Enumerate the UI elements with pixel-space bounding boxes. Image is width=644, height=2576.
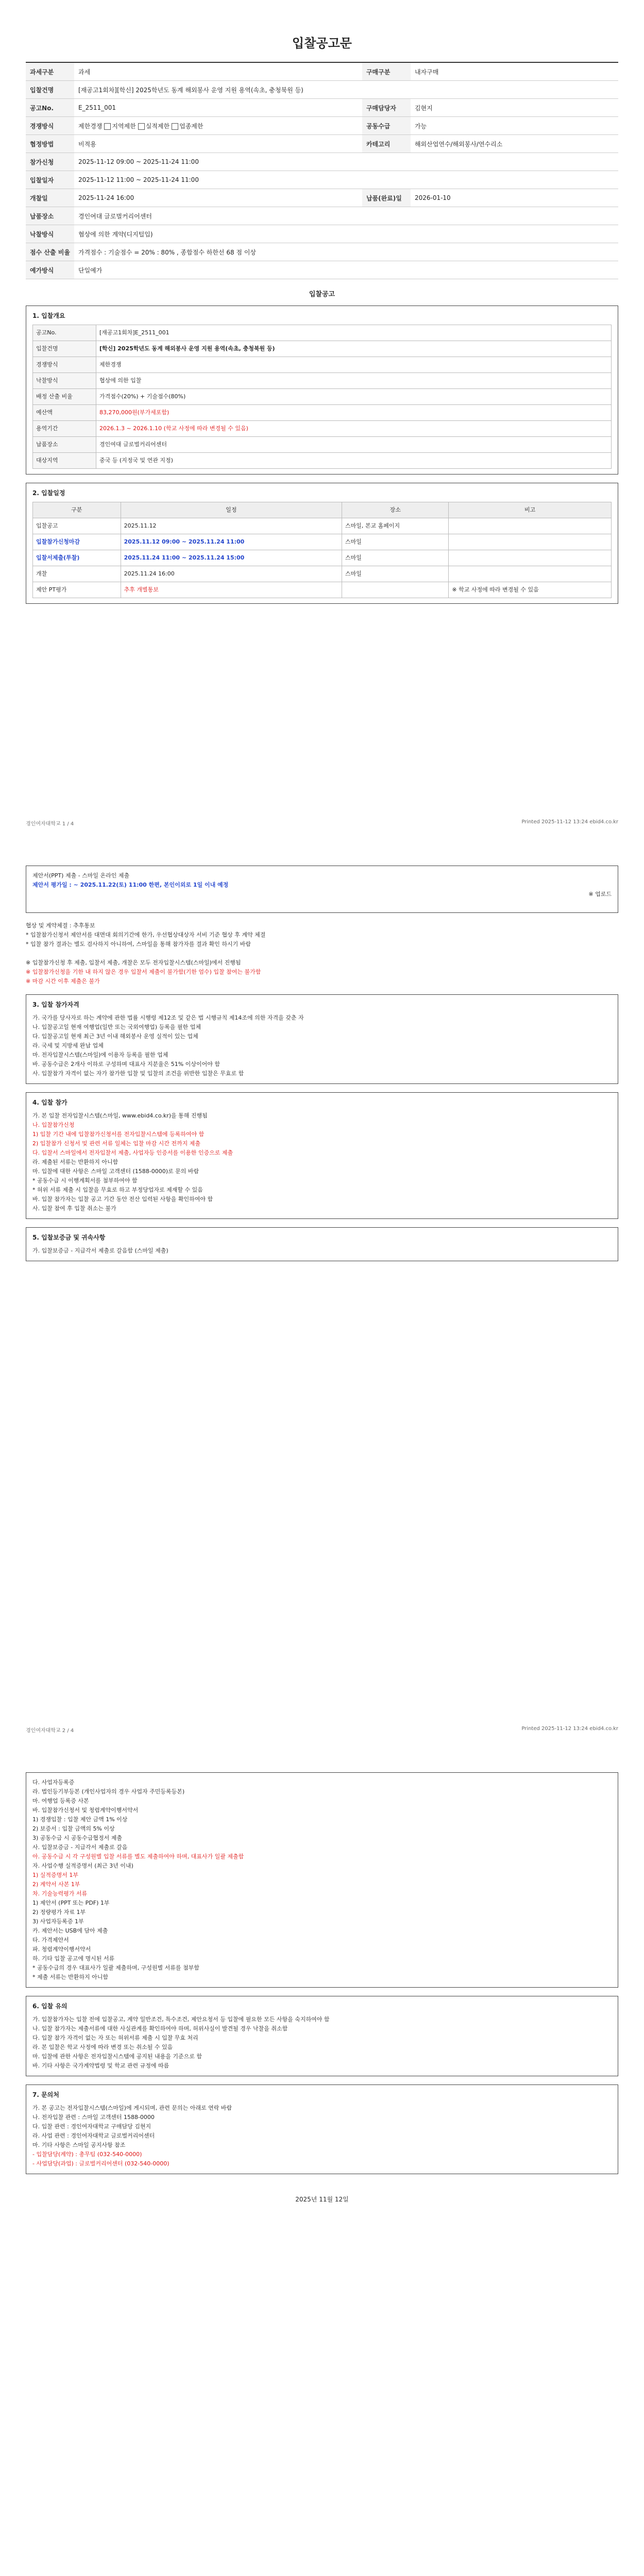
header-row [26,62,618,81]
header-row [26,153,618,171]
row-value: 제한경쟁 [96,357,612,373]
list-item: * 허위 서류 제출 시 입찰을 무효로 하고 부정당업자로 제재할 수 있음 [32,1187,203,1193]
list-item: 가. 본 공고는 전자입찰시스템(스마일)에 게시되며, 관련 문의는 아래로 연락 바람 [32,2105,232,2111]
header-key: 입찰일자 [26,171,74,189]
column-header: 장소 [342,502,449,518]
header-row [26,117,618,135]
row-key: 대상지역 [33,453,96,469]
row-value: 중국 등 (지정국 및 연관 지정) [96,453,612,469]
contact-list [32,2104,612,2168]
list-item: 라. 사업 관련 : 경인여자대학교 글로벌커리어센터 [32,2132,155,2139]
list-item: 협상 및 계약체결 : 추후통보 [26,922,95,929]
header-value: 김현지 [411,99,618,117]
table-cell: 개찰 [33,566,121,582]
header-key: 낙찰방식 [26,225,74,243]
checkbox-label: 지역제한 [112,122,136,130]
row-key: 배정 산출 비율 [33,389,96,405]
list-item: 가. 국가를 당사자로 하는 계약에 관한 법률 시행령 제12조 및 같은 법 시행규칙 제14조에 의한 자격을 갖춘 자 [32,1014,304,1021]
table-row [33,373,612,389]
list-item: * 공동수급의 경우 대표사가 일괄 제출하며, 구성원별 서류를 첨부함 [32,1964,199,1971]
row-value: 2026.1.3 ~ 2026.1.10 (학교 사정에 따라 변경될 수 있음) [96,421,612,437]
row-key: 용역기간 [33,421,96,437]
schedule-box [26,483,618,604]
list-item: 타. 가격제안서 [32,1937,69,1943]
list-item: - 사업담당(과업) : 글로벌커리어센터 (032-540-0000) [32,2160,170,2167]
schedule-notes [26,921,618,986]
list-item: 파. 청렴계약이행서약서 [32,1946,91,1953]
schedule-title: 2. 입찰일정 [32,489,65,497]
header-value: 2025-11-24 16:00 [74,189,362,207]
list-item: 2) 보증서 : 입찰 금액의 5% 이상 [32,1825,115,1832]
list-item: 라. 법인등기부등본 (개인사업자의 경우 사업자 주민등록등본) [32,1788,185,1795]
caution-box [26,1996,618,2076]
overview-title: 1. 입찰개요 [32,312,65,319]
list-item: 다. 입찰서 스마일에서 전자입찰서 제출, 사업자등 인증서를 이용한 인증으로 제출 [32,1149,233,1156]
header-value: 해외산업연수/해외봉사/연수리소 [411,135,618,153]
table-cell: 입찰참가신청마감 [33,534,121,550]
list-item: 1) 경쟁입찰 : 입찰 제안 금액 1% 이상 [32,1816,128,1823]
header-row [26,81,618,99]
schedule-continued-box [26,866,618,913]
header-value: 경인여대 글로벌커리어센터 [74,207,618,225]
list-item: * 공동수급 시 이행계획서를 첨부하여야 함 [32,1177,138,1184]
list-item: 나. 입찰공고일 현재 여행업(일반 또는 국외여행업) 등록을 필한 업체 [32,1024,201,1030]
documents-box [26,1772,618,1988]
page-3 [0,1752,644,2576]
table-cell: 스마일, 본교 홈페이지 [342,518,449,534]
table-row [33,453,612,469]
list-item: 아. 공동수급 시 각 구성원별 입찰 서류를 별도 제출하여야 하며, 대표사가 일괄 제출함 [32,1853,244,1860]
footer [26,819,618,827]
header-value-text: 제한경쟁 [78,122,103,130]
list-item: 2) 입찰참가 신청서 및 관련 서류 일체는 입찰 마감 시간 전까지 제출 [32,1140,201,1147]
footer-left: 경인여자대학교 2 / 4 [26,1728,74,1734]
table-row [33,582,612,598]
table-cell: 스마일 [342,534,449,550]
footer-right: Printed 2025-11-12 13:24 ebid4.co.kr [521,819,618,825]
footer [26,1726,618,1734]
list-item: 바. 공동수급은 2개사 이하로 구성하며 대표사 지분율은 51% 이상이어야 함 [32,1061,220,1067]
table-row [33,357,612,373]
list-item [26,949,618,958]
list-item: * 제출 서류는 반환하지 아니함 [32,1974,108,1980]
row-value: [재공고1회차]E_2511_001 [96,325,612,341]
header-value: 가격점수 : 기술점수 = 20% : 80% , 종합점수 하한선 68 점 이상 [74,243,618,261]
deposit-title: 5. 입찰보증금 및 귀속사항 [32,1234,106,1241]
row-key: 입찰건명 [33,341,96,357]
caution-title: 6. 입찰 유의 [32,2003,67,2010]
list-item: 사. 입찰보증금 - 지급각서 제출로 갈음 [32,1844,128,1851]
header-value: 협상에 의한 계약(디지털입) [74,225,618,243]
list-item: ※ 입찰참가신청을 기한 내 하지 않은 경우 입찰서 제출이 불가함(기한 엄수) 입찰 참여는 불가함 [26,969,261,975]
list-item: 가. 본 입찰 전자입찰시스템(스마일, www.ebid4.co.kr)을 통해 진행됨 [32,1112,208,1119]
section-label: 입찰공고 [309,291,335,298]
eligibility-title: 3. 입찰 참가자격 [32,1001,79,1008]
caution-list [32,2015,612,2071]
table-row [33,566,612,582]
table-row [33,341,612,357]
header-value: 내자구매 [411,62,618,81]
deposit-box [26,1227,618,1261]
table-row [33,421,612,437]
header-key: 납품장소 [26,207,74,225]
header-key: 입찰건명 [26,81,74,99]
table-cell: 2025.11.24 11:00 ~ 2025.11.24 15:00 [121,550,342,566]
row-value: 가격점수(20%) + 기술점수(80%) [96,389,612,405]
header-row [26,261,618,279]
row-key: 낙찰방식 [33,373,96,389]
table-cell [449,550,612,566]
header-key: 카테고리 [362,135,411,153]
header-key: 공동수급 [362,117,411,135]
table-row [33,550,612,566]
table-cell [342,582,449,598]
list-item: 다. 입찰공고일 현재 최근 3년 이내 해외봉사 운영 실적이 있는 업체 [32,1033,198,1040]
header-value: 과세 [74,62,362,81]
header-value: 2025-11-12 11:00 ~ 2025-11-24 11:00 [74,171,618,189]
list-item: 3) 공동수급 시 공동수급협정서 제출 [32,1835,123,1841]
table-cell: 제안 PT평가 [33,582,121,598]
column-header: 일정 [121,502,342,518]
page-title: 입찰공고문 [292,36,352,50]
list-item: 2) 계약서 사본 1부 [32,1881,80,1888]
overview-box [26,306,618,474]
header-key: 참가신청 [26,153,74,171]
column-header: 구분 [33,502,121,518]
header-key: 경쟁방식 [26,117,74,135]
contact-title: 7. 문의처 [32,2091,59,2098]
header-key: 개찰일 [26,189,74,207]
list-item: 차. 기술능력평가 서류 [32,1890,88,1897]
table-cell: 2025.11.24 16:00 [121,566,342,582]
row-key: 경쟁방식 [33,357,96,373]
list-item: 바. 입찰참가신청서 및 청렴계약이행서약서 [32,1807,139,1814]
row-value: [학신] 2025학년도 동계 해외봉사 운영 지원 용역(속초, 충청북원 등) [96,341,612,357]
documents-list [32,1778,612,1982]
header-row [26,243,618,261]
table-cell [449,518,612,534]
list-item: 라. 국세 및 지방세 완납 업체 [32,1042,104,1049]
list-item: 사. 입찰참가 자격이 없는 자가 참가한 입찰 및 입찰의 조건을 위반한 입찰은 무효로 함 [32,1070,244,1077]
list-item: - 입찰담당(계약) : 총무팀 (032-540-0000) [32,2151,142,2158]
list-item: 마. 여행업 등록증 사본 [32,1798,89,1804]
list-item: 라. 본 입찰은 학교 사정에 따라 변경 또는 취소될 수 있음 [32,2044,173,2050]
contact-box [26,2084,618,2174]
list-item: 다. 사업자등록증 [32,1779,75,1786]
list-item: 마. 기타 사항은 스마일 공지사항 참조 [32,2142,126,2148]
header-table [26,62,618,279]
eligibility-box [26,994,618,1084]
header-value: [재공고1회차][학신] 2025학년도 동계 해외봉사 운영 지원 용역(속초, 충청북원 등) [74,81,618,99]
table-row [33,534,612,550]
deposit-text: 가. 입찰보증금 - 지급각서 제출로 갈음함 (스마일 제출) [32,1247,168,1254]
table-row [33,437,612,453]
header-row [26,225,618,243]
table-cell: 입찰공고 [33,518,121,534]
table-cell: 추후 개별통보 [121,582,342,598]
header-key: 구매담당자 [362,99,411,117]
eligibility-list [32,1013,612,1078]
list-item: 1) 입찰 기간 내에 입찰참가신청서를 전자입찰시스템에 등록하여야 함 [32,1131,205,1138]
submission-lead-2: 제안서 평가일 : ~ 2025.11.22(토) 11:00 한편, 본인이외로 1일 이내 예정 [32,882,229,888]
list-item: 다. 입찰 참가 자격이 없는 자 또는 허위서류 제출 시 입찰 무효 처리 [32,2035,198,2041]
header-key: 점수 산출 비율 [26,243,74,261]
checkbox-label: 실적제한 [145,122,170,130]
table-cell [449,534,612,550]
table-cell: 스마일 [342,566,449,582]
submission-place: ※ 업로드 [588,891,612,897]
column-header: 비고 [449,502,612,518]
list-item: 1) 제안서 (PPT 또는 PDF) 1부 [32,1900,110,1906]
list-item: 카. 제안서는 USB에 담아 제출 [32,1927,108,1934]
list-item: 나. 전자입찰 관련 : 스마일 고객센터 1588-0000 [32,2114,155,2121]
table-cell [449,566,612,582]
list-item: 바. 기타 사항은 국가계약법령 및 학교 관련 규정에 따름 [32,2062,170,2069]
list-item: 나. 입찰참가신청 [32,1122,75,1128]
page-2 [0,845,644,1741]
footer-right: Printed 2025-11-12 13:24 ebid4.co.kr [521,1726,618,1732]
table-cell: 2025.11.12 09:00 ~ 2025.11.24 11:00 [121,534,342,550]
row-key: 납품장소 [33,437,96,453]
list-item: 다. 입찰 관련 : 경인여자대학교 구매담당 김현지 [32,2123,151,2130]
list-item: ※ 입찰참가신청 후 제출, 입찰서 제출, 개찰은 모두 전자입찰시스템(스마일)에서 진행됨 [26,959,241,966]
header-row [26,171,618,189]
table-row [33,405,612,421]
participation-list [32,1111,612,1213]
participation-box [26,1092,618,1219]
list-item: 사. 입찰 참여 후 입찰 취소는 불가 [32,1205,116,1212]
checkbox[interactable] [104,123,111,130]
schedule-table [32,502,612,598]
header-key: 예가방식 [26,261,74,279]
list-item: * 입찰 참가 결과는 별도 검사하지 아니하여, 스마일을 통해 참가자를 결과 확인 하시기 바람 [26,941,251,947]
row-value: 경인여대 글로벌커리어센터 [96,437,612,453]
list-item: * 입찰참가신청서 제안서를 대면대 회의기간에 한가, 우선협상대상자 서비 기준 협상 후 계약 체결 [26,931,266,938]
header-value: 가능 [411,117,618,135]
table-row [33,389,612,405]
list-item: 1) 실적증명서 1부 [32,1872,79,1878]
header-row [26,207,618,225]
table-cell: 스마일 [342,550,449,566]
table-cell: 입찰서제출(투찰) [33,550,121,566]
header-value: 단일예가 [74,261,618,279]
checkbox-label: 업종제한 [179,122,204,130]
list-item: ※ 마감 시간 이후 제출은 불가 [26,978,100,985]
footer-left: 경인여자대학교 1 / 4 [26,821,74,827]
header-value: 비적용 [74,135,362,153]
checkbox[interactable] [172,123,178,130]
header-value: 2025-11-12 09:00 ~ 2025-11-24 11:00 [74,153,618,171]
header-key: 공고No. [26,99,74,117]
list-item: 2) 정량평가 자료 1부 [32,1909,86,1916]
checkbox[interactable] [138,123,145,130]
list-item: 라. 제출된 서류는 반환하지 아니함 [32,1159,118,1165]
overview-table [32,325,612,469]
submission-lead: 제안서(PPT) 제출 - 스마일 온라인 제출 [32,872,130,879]
table-row [33,518,612,534]
header-value [74,117,362,135]
list-item: 나. 입찰 참가자는 제출서류에 대한 사실관계를 확인하여야 하며, 허위사실이 발견될 경우 낙찰을 취소함 [32,2025,288,2032]
list-item: 바. 입찰 참가자는 입찰 공고 기간 동안 전산 입력된 사항을 확인하여야 함 [32,1196,213,1202]
header-key: 협정방법 [26,135,74,153]
header-row [26,189,618,207]
list-item: 자. 사업수행 실적증명서 (최근 3년 이내) [32,1862,133,1869]
row-key: 공고No. [33,325,96,341]
row-value: 협상에 의한 입찰 [96,373,612,389]
row-key: 예산액 [33,405,96,421]
table-row [33,325,612,341]
list-item: 마. 입찰에 대한 사항은 스마일 고객센터 (1588-0000)로 문의 바람 [32,1168,199,1175]
list-item: 마. 전자입찰시스템(스마일)에 이용자 등록을 필한 업체 [32,1052,168,1058]
table-cell: 2025.11.12 [121,518,342,534]
announcement-date: 2025년 11월 12일 [295,2196,349,2203]
header-key: 구매구분 [362,62,411,81]
header-key: 납품(완료)일 [362,189,411,207]
header-key: 과세구분 [26,62,74,81]
table-cell: ※ 학교 사정에 따라 변경될 수 있음 [449,582,612,598]
page-1 [0,0,644,835]
participation-title: 4. 입찰 참가 [32,1099,67,1106]
header-row [26,99,618,117]
list-item: 마. 입찰에 관한 사항은 전자입찰시스템에 공지된 내용을 기준으로 함 [32,2053,202,2060]
header-value: 2026-01-10 [411,189,618,207]
list-item: 하. 기타 입찰 공고에 명시된 서류 [32,1955,115,1962]
list-item: 3) 사업자등록증 1부 [32,1918,84,1925]
list-item: 가. 입찰참가자는 입찰 전에 입찰공고, 계약 일반조건, 특수조건, 제안요청서 등 입찰에 필요한 모든 사항을 숙지하여야 함 [32,2016,330,2023]
row-value: 83,270,000원(부가세포함) [96,405,612,421]
header-value: E_2511_001 [74,99,362,117]
header-row [26,135,618,153]
table-header-row [33,502,612,518]
